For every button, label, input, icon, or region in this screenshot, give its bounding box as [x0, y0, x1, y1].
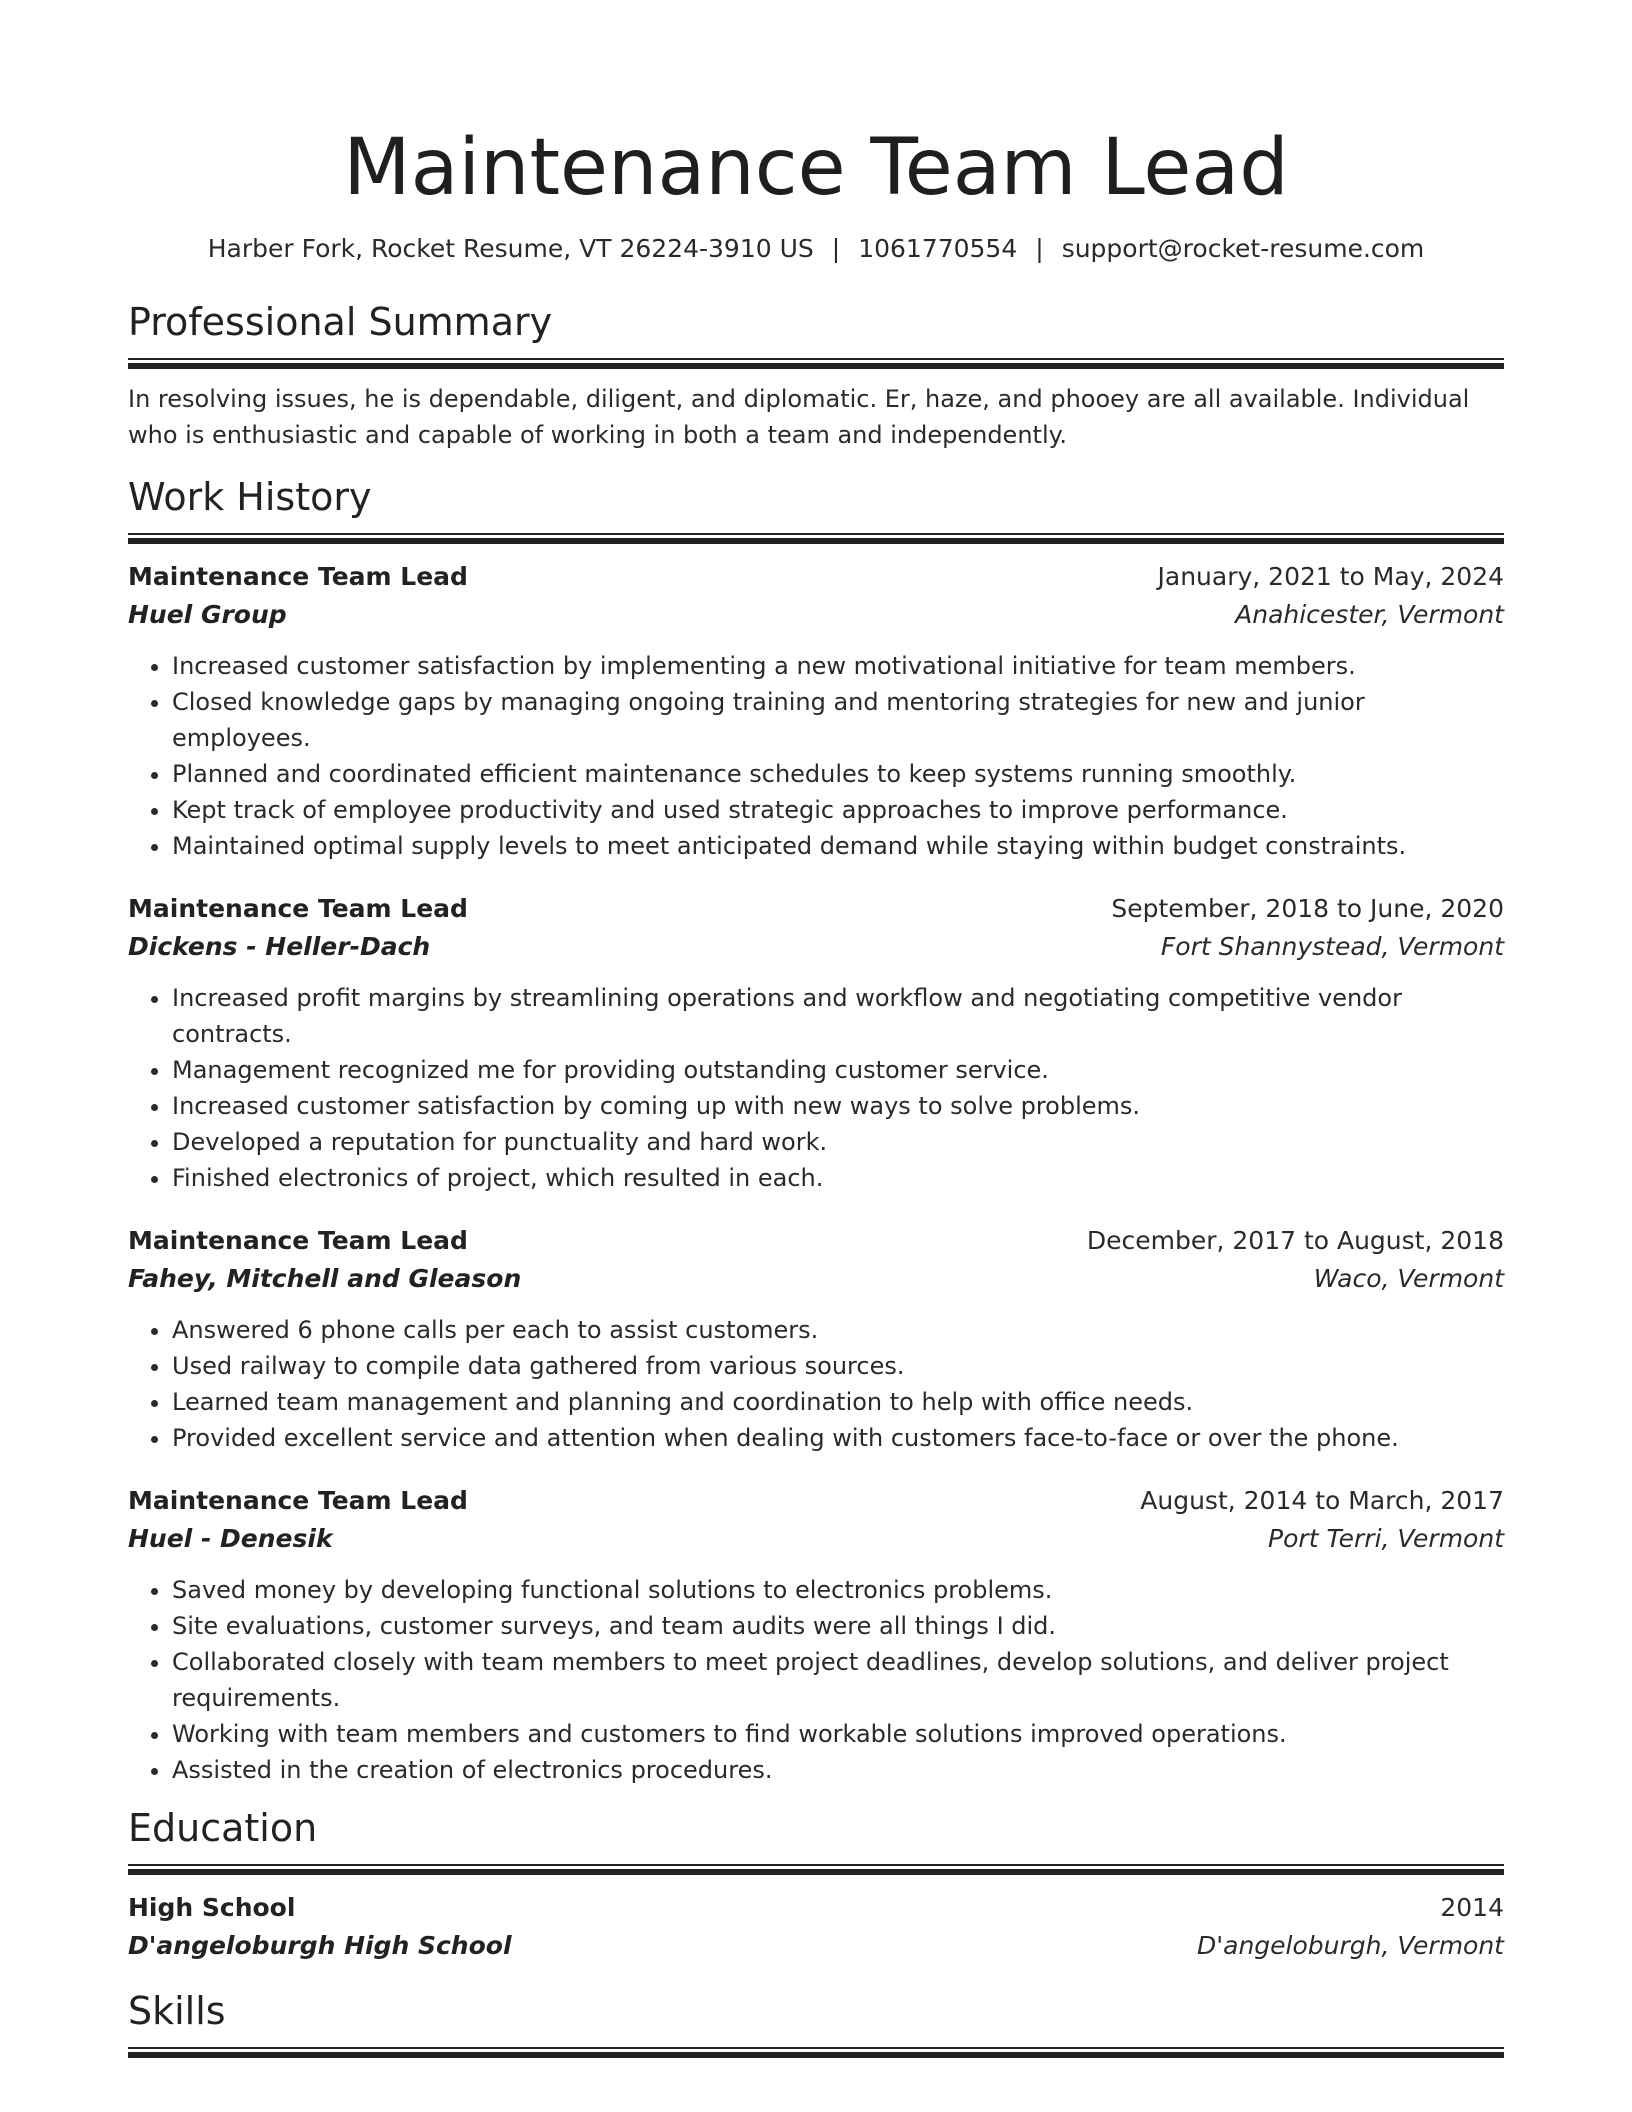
job-location: Fort Shannystead, Vermont [1160, 932, 1504, 961]
job-bullets [128, 1312, 1504, 1456]
list-item: • Closed knowledge gaps by managing ongoing training and mentoring strategies for new and junior employees. [172, 684, 1504, 756]
summary-text: In resolving issues, he is dependable, diligent, and diplomatic. Er, haze, and phooey are all available. Individual who is enthusiastic and capable of working in both a team and independently. [128, 385, 1470, 449]
section-divider [128, 1864, 1504, 1875]
job-location: Waco, Vermont [1313, 1264, 1504, 1293]
job-company: Dickens - Heller-Dach [128, 932, 431, 961]
list-item: • Finished electronics of project, which resulted in each. [172, 1160, 1504, 1196]
list-item: • Answered 6 phone calls per each to assist customers. [172, 1312, 1504, 1348]
job-entry [128, 890, 1504, 1196]
job-entry [128, 1222, 1504, 1456]
job-company-row [128, 1260, 1504, 1298]
job-company-row [128, 596, 1504, 634]
section-divider [128, 2047, 1504, 2058]
job-dates: September, 2018 to June, 2020 [1111, 894, 1504, 923]
education-entry [128, 1889, 1504, 1965]
list-item: • Working with team members and customers to find workable solutions improved operations. [172, 1716, 1504, 1752]
resume-page [128, 0, 1504, 2058]
list-item: • Used railway to compile data gathered from various sources. [172, 1348, 1504, 1384]
list-item: • Maintained optimal supply levels to meet anticipated demand while staying within budget constraints. [172, 828, 1504, 864]
job-title: Maintenance Team Lead [128, 894, 468, 923]
job-company-row [128, 1520, 1504, 1558]
list-item: • Collaborated closely with team members to meet project deadlines, develop solutions, and deliver project requirements. [172, 1644, 1504, 1716]
education-degree: High School [128, 1893, 296, 1922]
job-title: Maintenance Team Lead [128, 1486, 468, 1515]
job-header-row [128, 558, 1504, 596]
list-item: • Site evaluations, customer surveys, and team audits were all things I did. [172, 1608, 1504, 1644]
job-company-row [128, 928, 1504, 966]
section-title-work-history: Work History [128, 475, 372, 519]
list-item: • Kept track of employee productivity and used strategic approaches to improve performance. [172, 792, 1504, 828]
contact-separator: | [1035, 234, 1044, 263]
job-company: Huel Group [128, 600, 287, 629]
skills-section [128, 1987, 1504, 2058]
job-header-row [128, 890, 1504, 928]
job-bullets [128, 1572, 1504, 1788]
list-item: • Provided excellent service and attention when dealing with customers face-to-face or over the phone. [172, 1420, 1504, 1456]
list-item: • Saved money by developing functional solutions to electronics problems. [172, 1572, 1504, 1608]
summary-section [128, 298, 1504, 453]
education-header-row [128, 1889, 1504, 1927]
section-divider [128, 533, 1504, 544]
contact-line [128, 232, 1504, 266]
job-location: Anahicester, Vermont [1235, 600, 1504, 629]
contact-phone: 1061770554 [858, 234, 1018, 263]
job-title: Maintenance Team Lead [128, 1226, 468, 1255]
list-item: • Increased customer satisfaction by implementing a new motivational initiative for team members. [172, 648, 1504, 684]
section-divider [128, 358, 1504, 369]
contact-email[interactable]: support@rocket-resume.com [1061, 234, 1425, 263]
section-title-skills: Skills [128, 1989, 226, 2033]
list-item: • Assisted in the creation of electronics procedures. [172, 1752, 1504, 1788]
section-title-summary: Professional Summary [128, 300, 553, 344]
job-bullets [128, 980, 1504, 1196]
list-item: • Increased profit margins by streamlining operations and workflow and negotiating competitive vendor contracts. [172, 980, 1504, 1052]
education-location: D'angeloburgh, Vermont [1197, 1931, 1504, 1960]
list-item: • Increased customer satisfaction by coming up with new ways to solve problems. [172, 1088, 1504, 1124]
list-item: • Developed a reputation for punctuality and hard work. [172, 1124, 1504, 1160]
job-dates: December, 2017 to August, 2018 [1086, 1226, 1504, 1255]
job-company: Huel - Denesik [128, 1524, 333, 1553]
list-item: • Management recognized me for providing outstanding customer service. [172, 1052, 1504, 1088]
work-history-section [128, 473, 1504, 1788]
education-school-row [128, 1927, 1504, 1965]
education-year: 2014 [1440, 1893, 1504, 1922]
education-section [128, 1804, 1504, 1965]
job-company: Fahey, Mitchell and Gleason [128, 1264, 522, 1293]
education-school: D'angeloburgh High School [128, 1931, 512, 1960]
list-item: • Planned and coordinated efficient maintenance schedules to keep systems running smoothly. [172, 756, 1504, 792]
list-item: • Learned team management and planning and coordination to help with office needs. [172, 1384, 1504, 1420]
job-title: Maintenance Team Lead [128, 562, 468, 591]
contact-address: Harber Fork, Rocket Resume, VT 26224-3910 US [207, 234, 814, 263]
job-dates: January, 2021 to May, 2024 [1157, 562, 1504, 591]
job-header-row [128, 1482, 1504, 1520]
job-header-row [128, 1222, 1504, 1260]
job-bullets [128, 648, 1504, 864]
job-entry [128, 558, 1504, 864]
job-entry [128, 1482, 1504, 1788]
section-title-education: Education [128, 1806, 318, 1850]
job-dates: August, 2014 to March, 2017 [1140, 1486, 1504, 1515]
contact-separator: | [831, 234, 841, 263]
resume-name: Maintenance Team Lead [343, 123, 1289, 213]
job-location: Port Terri, Vermont [1268, 1524, 1504, 1553]
